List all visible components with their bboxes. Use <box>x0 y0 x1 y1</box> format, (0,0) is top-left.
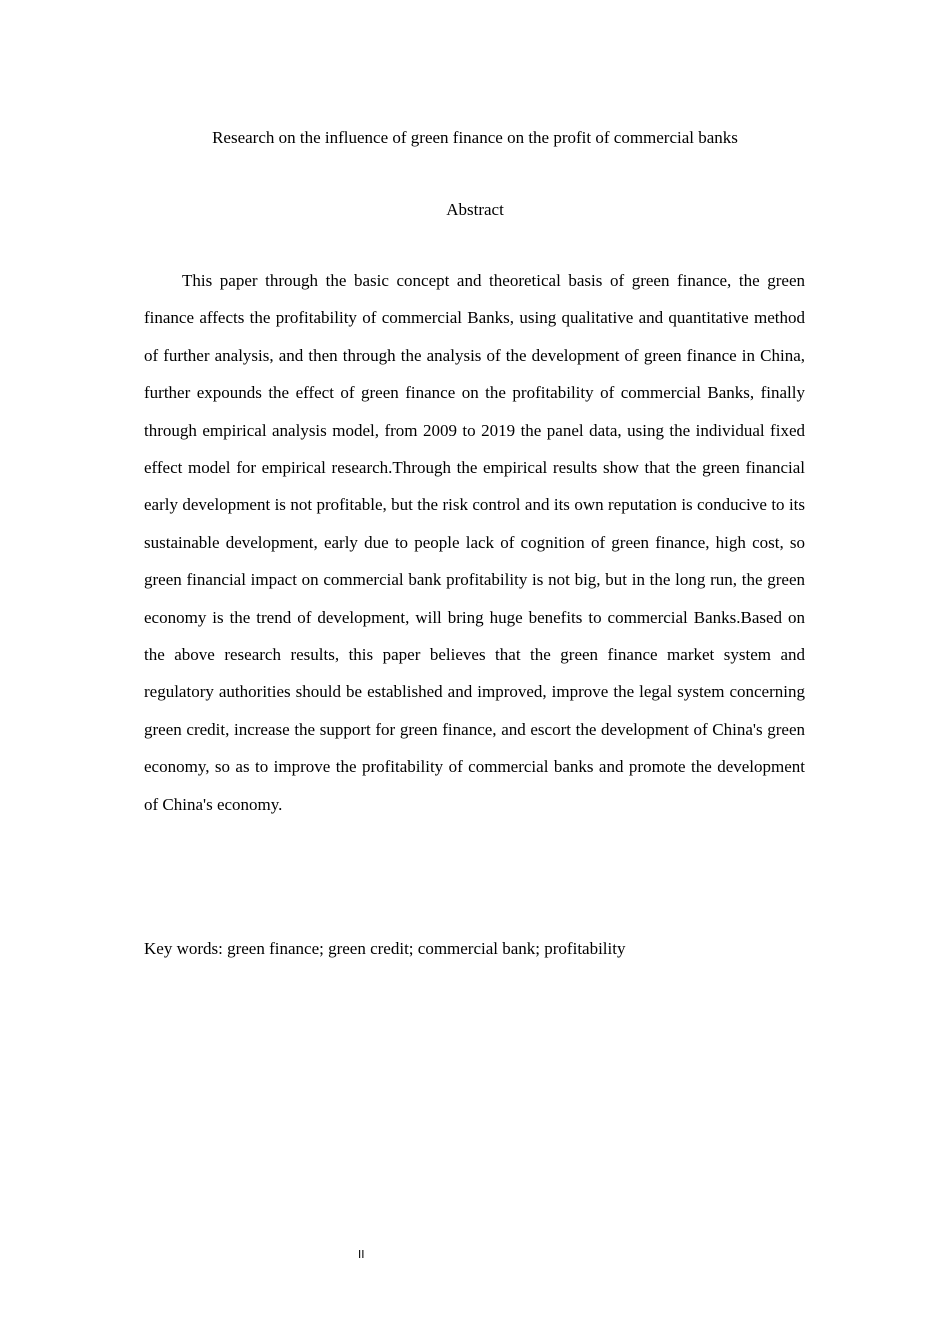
page-number: II <box>358 1248 365 1261</box>
abstract-heading: Abstract <box>446 200 504 219</box>
keywords-line: Key words: green finance; green credit; commercial bank; profitability <box>144 939 626 958</box>
abstract-body: This paper through the basic concept and theoretical basis of green finance, the green finance affects the profitability of commercial Banks, using qualitative and quantitative method of further analysis, and then through the analysis of the development of green finance in China, further expounds the effect of green finance on the profitability of commercial Banks, finally through empirical analysis model, from 2009 to 2019 the panel data, using the individual fixed effect model for empirical research.Through the empirical results show that the green financial early development is not profitable, but the risk control and its own reputation is conducive to its sustainable development, early due to people lack of cognition of green finance, high cost, so green financial impact on commercial bank profitability is not big, but in the long run, the green economy is the trend of development, will bring huge benefits to commercial Banks.Based on the above research results, this paper believes that the green finance market system and regulatory authorities should be established and improved, improve the legal system concerning green credit, increase the support for green finance, and escort the development of China's green economy, so as to improve the profitability of commercial banks and promote the development of China's economy. <box>144 271 805 814</box>
document-title: Research on the influence of green finance on the profit of commercial banks <box>212 128 738 147</box>
